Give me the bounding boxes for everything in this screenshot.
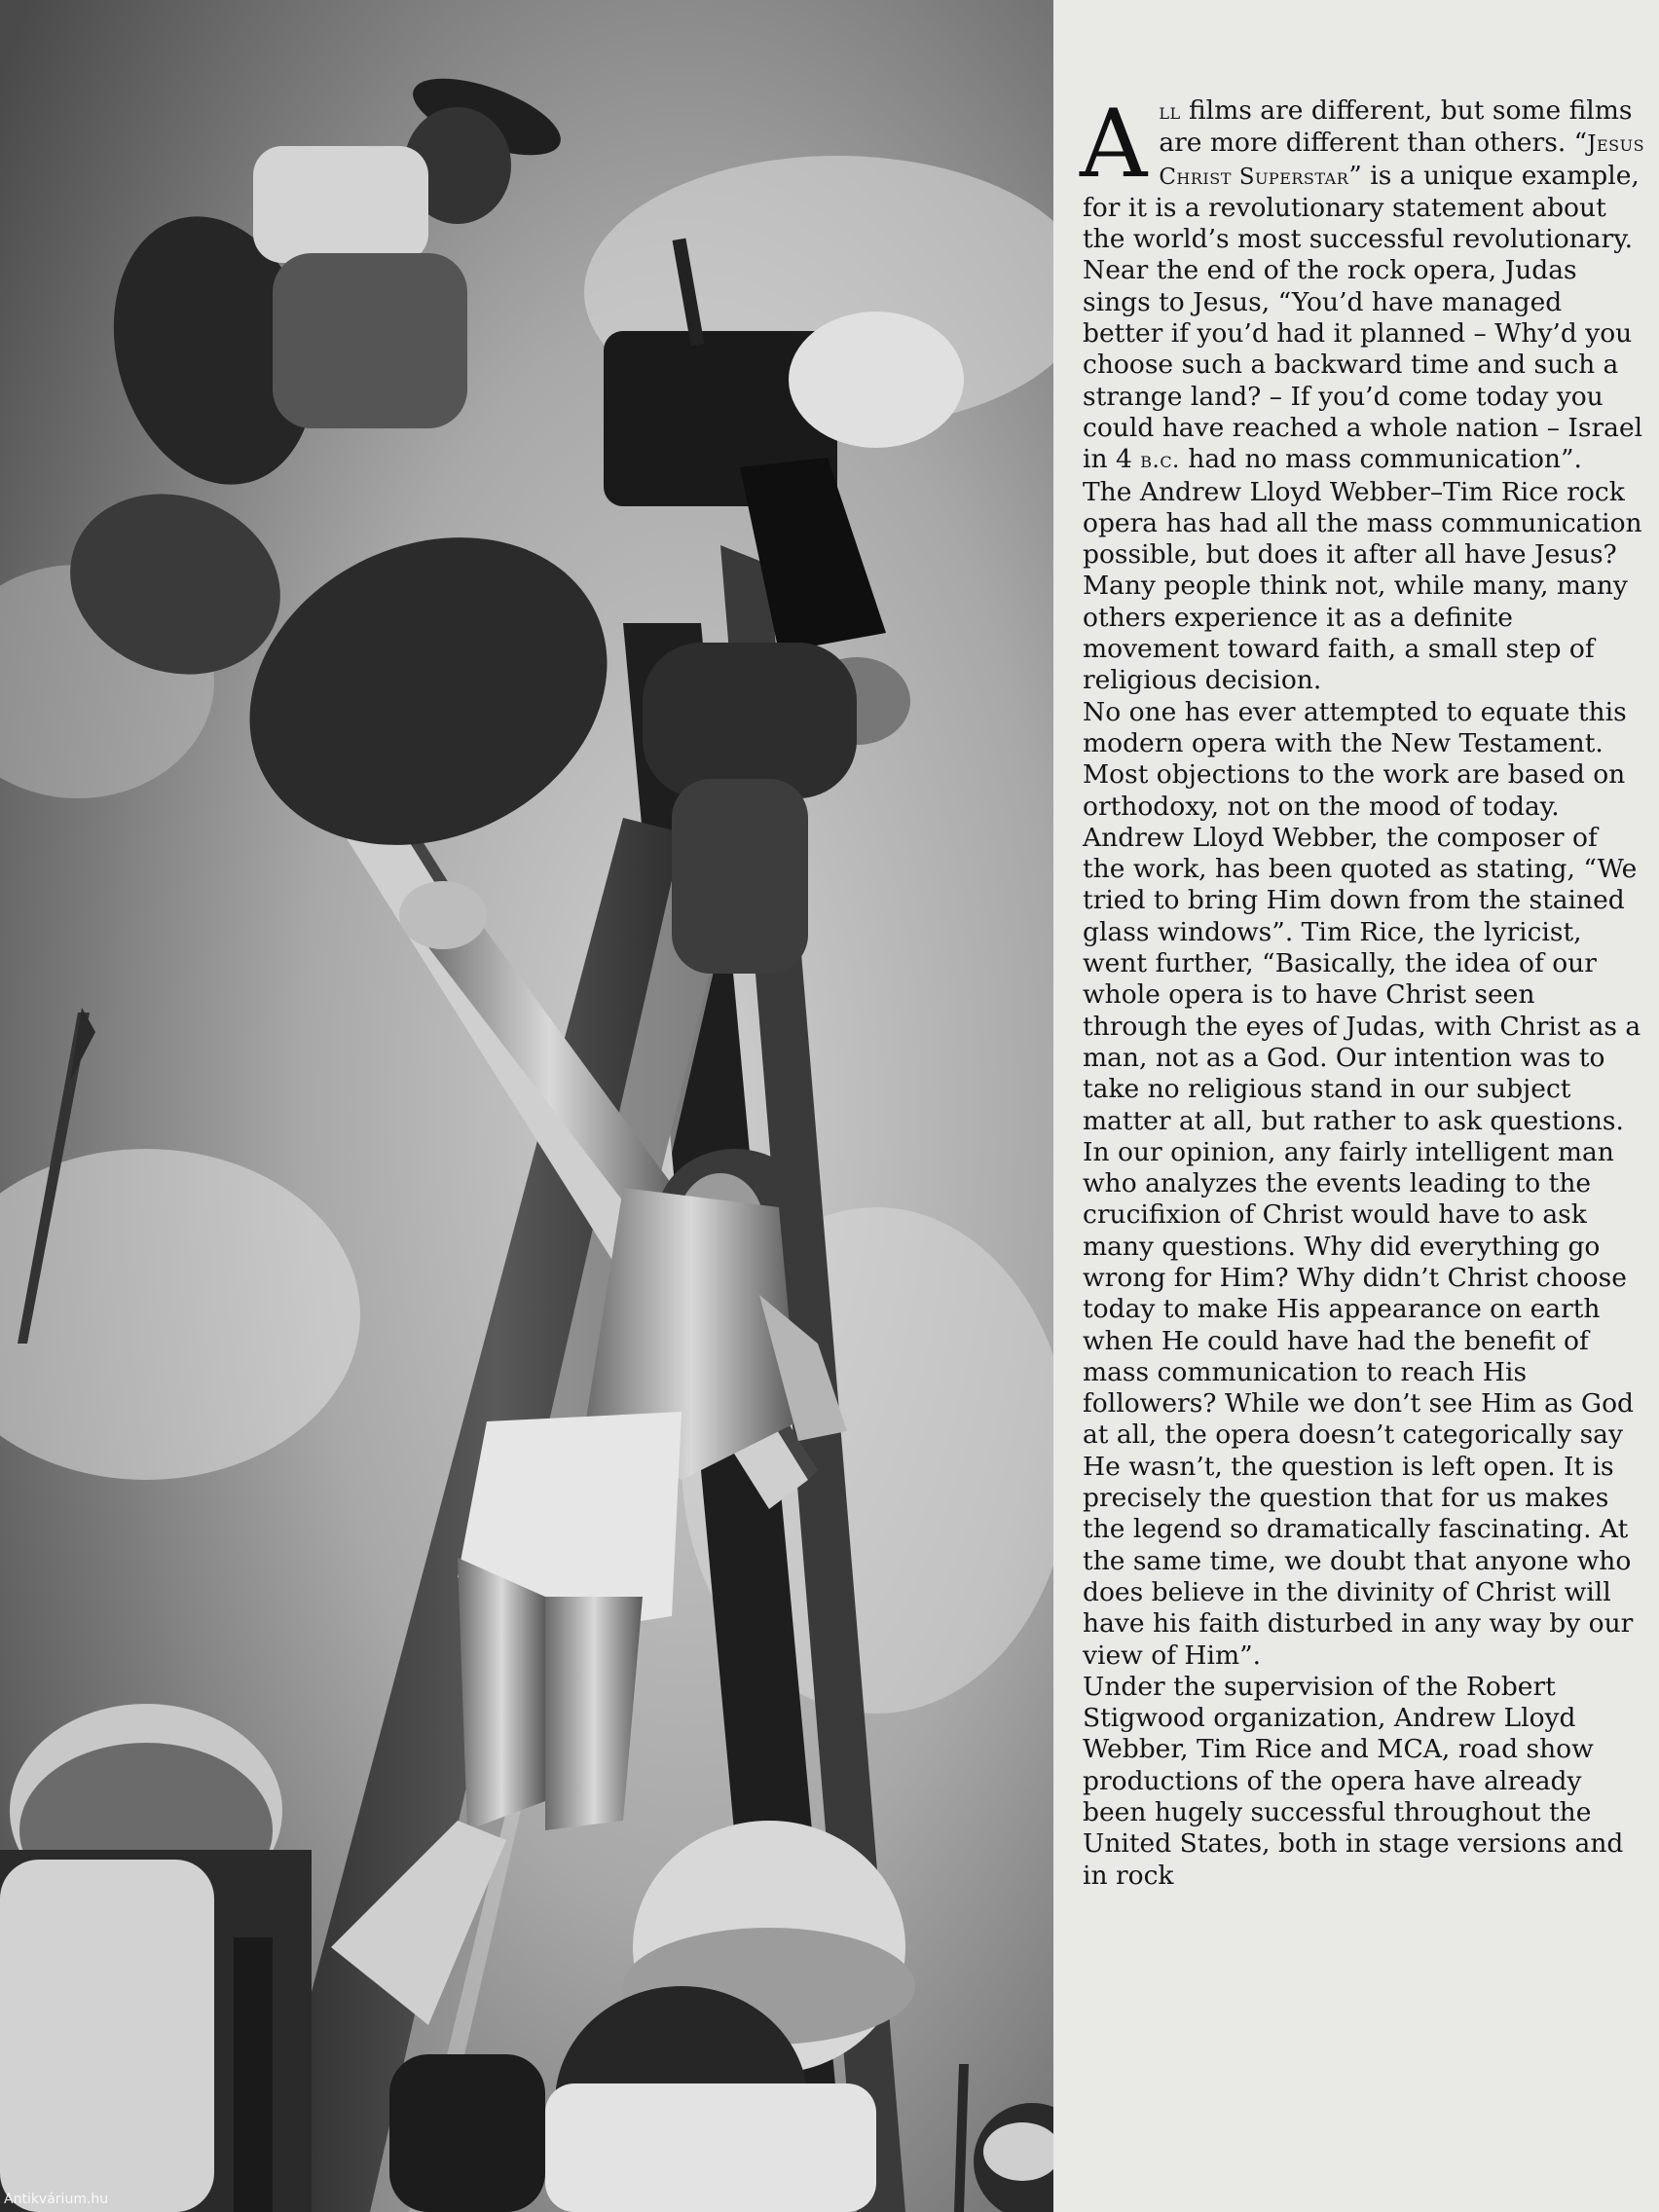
bc-abbrev: b.c. (1140, 448, 1180, 474)
paragraph-2: The Andrew Lloyd Webber–Tim Rice rock opera has had all the mass communication possible, but does it after all have Jesus? Many people think not, while many, many others experience it as a definite movement toward faith, a small step of religious decision. (1083, 476, 1642, 696)
lead-smallcaps: ll (1159, 99, 1181, 125)
paragraph-1-text-c: had no mass communication”. (1179, 444, 1582, 475)
paragraph-1-text-a: films are different, but some films are more different than others. “ (1159, 95, 1633, 159)
paragraph-1-text-b: ” is a unique example, for it is a revolutionary statement about the world’s most successful revolutionary. Near the end of the rock opera, Judas sings to Jesus, “You’d have managed better if you’d had it planned – Why’d you choose such a backward time and such a strange land? – If you’d come today you could have reached a whole nation – Israel in 4 (1083, 160, 1643, 475)
drop-cap: A (1080, 90, 1148, 199)
article-body (1080, 90, 1645, 1892)
paragraph-4: Andrew Lloyd Webber, the composer of the work, has been quoted as stating, “We tried to bring Him down from the stained glass windows”. Tim Rice, the lyricist, went further, “Basically, the idea of our whole opera is to have Christ seen through the eyes of Judas, with Christ as a man, not as a God. Our intention was to take no religious stand in our subject matter at all, but rather to ask questions. In our opinion, any fairly intelligent man who analyzes the events leading to the crucifixion of Christ would have to ask many questions. Why did everything go wrong for Him? Why didn’t Christ choose today to make His appearance on earth when He could have had the benefit of mass communication to reach His followers? While we don’t see Him as God at all, the opera doesn’t categorically say He wasn’t, the question is left open. It is precisely the question that for us makes the legend so dramatically fascinating. At the same time, we doubt that anyone who does believe in the divinity of Christ will have his faith disturbed in any way by our view of Him”. (1083, 822, 1641, 1671)
film-title: Jesus Christ Superstar (1159, 131, 1645, 190)
paragraph-5: Under the supervision of the Robert Stigwood organization, Andrew Lloyd Webber, Tim Rice and MCA, road show productions of the opera have already been hugely successful throughout the United States, both in stage versions and in rock (1083, 1671, 1624, 1891)
photo-credit-watermark: Antikvárium.hu (4, 2192, 109, 2207)
paragraph-3: No one has ever attempted to equate this modern opera with the New Testament. Most objections to the work are based on orthodoxy, not on the mood of today. (1083, 696, 1627, 822)
paragraph-1 (1080, 90, 1645, 477)
